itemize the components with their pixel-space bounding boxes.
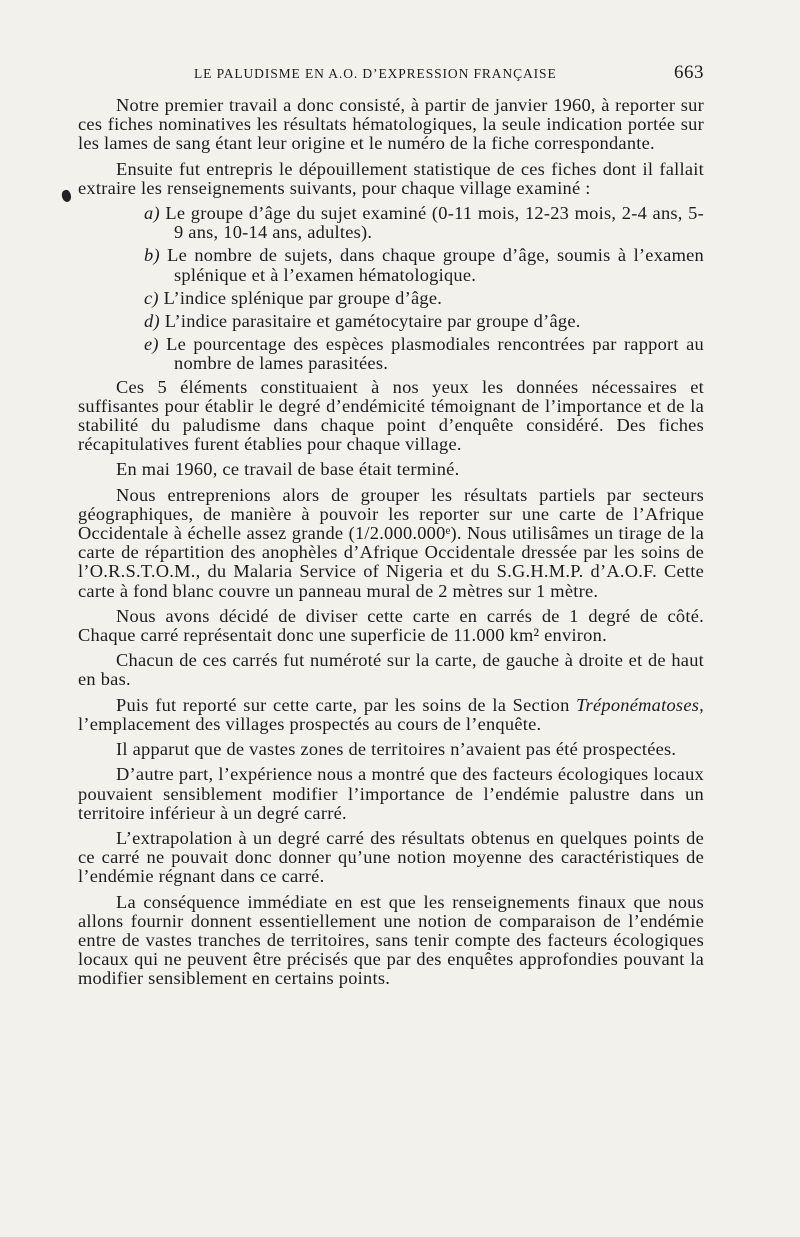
list-letter: c) (144, 287, 159, 308)
paragraph-10: D’autre part, l’expérience nous a montré que des facteurs écologiques locaux pouvaient sensiblement modifier l’importance de l’endémie palustre dans un territoire inférieur à un degré carré. (78, 764, 704, 823)
list-text: L’indice splénique par groupe d’âge. (163, 287, 443, 308)
paragraph-6: Nous avons décidé de diviser cette carte en carrés de 1 degré de côté. Chaque carré représentait donc une superficie de 11.000 km² environ. (78, 605, 704, 646)
paragraph-8-end: l’emplacement des villages prospectés au cours de l’enquête. (78, 713, 542, 734)
paragraph-11: L’extrapolation à un degré carré des résultats obtenus en quelques points de ce carré ne pouvait donc donner qu’une notion moyenne des caractéristiques de l’endémie régnant dans ce carré. (78, 827, 704, 887)
running-head: LE PALUDISME EN A.O. D’EXPRESSION FRANÇAISE (194, 66, 557, 81)
list-item-c (144, 289, 704, 308)
list-item-e (144, 335, 704, 373)
paragraph-7: Chacun de ces carrés fut numéroté sur la carte, de gauche à droite et de haut en bas. (78, 650, 704, 690)
paragraph-12: La conséquence immédiate en est que les renseignements finaux que nous allons fournir donnent essentiellement une notion de comparaison de l’endémie entre de vastes tranches de territoires, sans tenir compte des facteurs écologiques locaux qui ne peuvent être précisés que par des enquêtes approfondies pouvant la modifier sensiblement en certains points. (78, 891, 704, 989)
list-text: L’indice parasitaire et gamétocytaire par groupe d’âge. (164, 311, 581, 332)
list-letter: d) (144, 311, 160, 332)
list-item-a (144, 204, 704, 242)
list-letter: e) (144, 334, 159, 355)
paragraph-3: Ces 5 éléments constituaient à nos yeux les données nécessaires et suffisantes pour établir le degré d’endémicité témoignant de l’importance et de la stabilité du paludisme dans chaque point d’enquête considéré. Des fiches récapitulatives furent établies pour chaque village. (78, 376, 704, 455)
paragraph-5: Nous entreprenions alors de grouper les résultats partiels par secteurs géographiques, de manière à pouvoir les reporter sur une carte de l’Afrique Occidentale à échelle assez grande (1/2.000.000ᵉ). Nous utilisâmes un tirage de la carte de répartition des anophèles d’Afrique Occidentale dressée par les soins de l’O.R.S.T.O.M., du Malaria Service of Nigeria et du S.G.H.M.P. d’A.O.F. Cette carte à fond blanc couvre un panneau mural de 2 mètres sur 1 mètre. (78, 484, 704, 601)
list-item-d (144, 312, 704, 331)
paragraph-8-start: Puis fut reporté sur cette carte, par les soins de la Section (116, 694, 570, 715)
book-page (78, 62, 704, 995)
paragraph-1: Notre premier travail a donc consisté, à partir de janvier 1960, à reporter sur ces fiches nominatives les résultats hématologiques, la seule indication portée sur les lames de sang étant leur origine et le numéro de la fiche correspondante. (78, 95, 704, 154)
ink-blot (60, 189, 73, 203)
paragraph-2: Ensuite fut entrepris le dépouillement statistique de ces fiches dont il fallait extraire les renseignements suivants, pour chaque village examiné : (78, 158, 704, 198)
list-text: Le nombre de sujets, dans chaque groupe d’âge, soumis à l’examen splénique et à l’examen hématologique. (167, 245, 704, 285)
list-letter: a) (144, 203, 160, 224)
list-text: Le pourcentage des espèces plasmodiales rencontrées par rapport au nombre de lames parasitées. (166, 334, 704, 374)
list-letter: b) (144, 245, 160, 266)
paragraph-8 (78, 696, 704, 734)
page-header (78, 62, 704, 88)
list-text: Le groupe d’âge du sujet examiné (0-11 mois, 12-23 mois, 2-4 ans, 5-9 ans, 10-14 ans, adultes). (165, 203, 704, 243)
paragraph-9: Il apparut que de vastes zones de territoires n’avaient pas été prospectées. (116, 739, 677, 760)
page-number: 663 (674, 62, 704, 83)
paragraph-4: En mai 1960, ce travail de base était terminé. (116, 459, 460, 480)
section-name: Tréponématoses, (576, 694, 704, 715)
list-item-b (144, 246, 704, 284)
